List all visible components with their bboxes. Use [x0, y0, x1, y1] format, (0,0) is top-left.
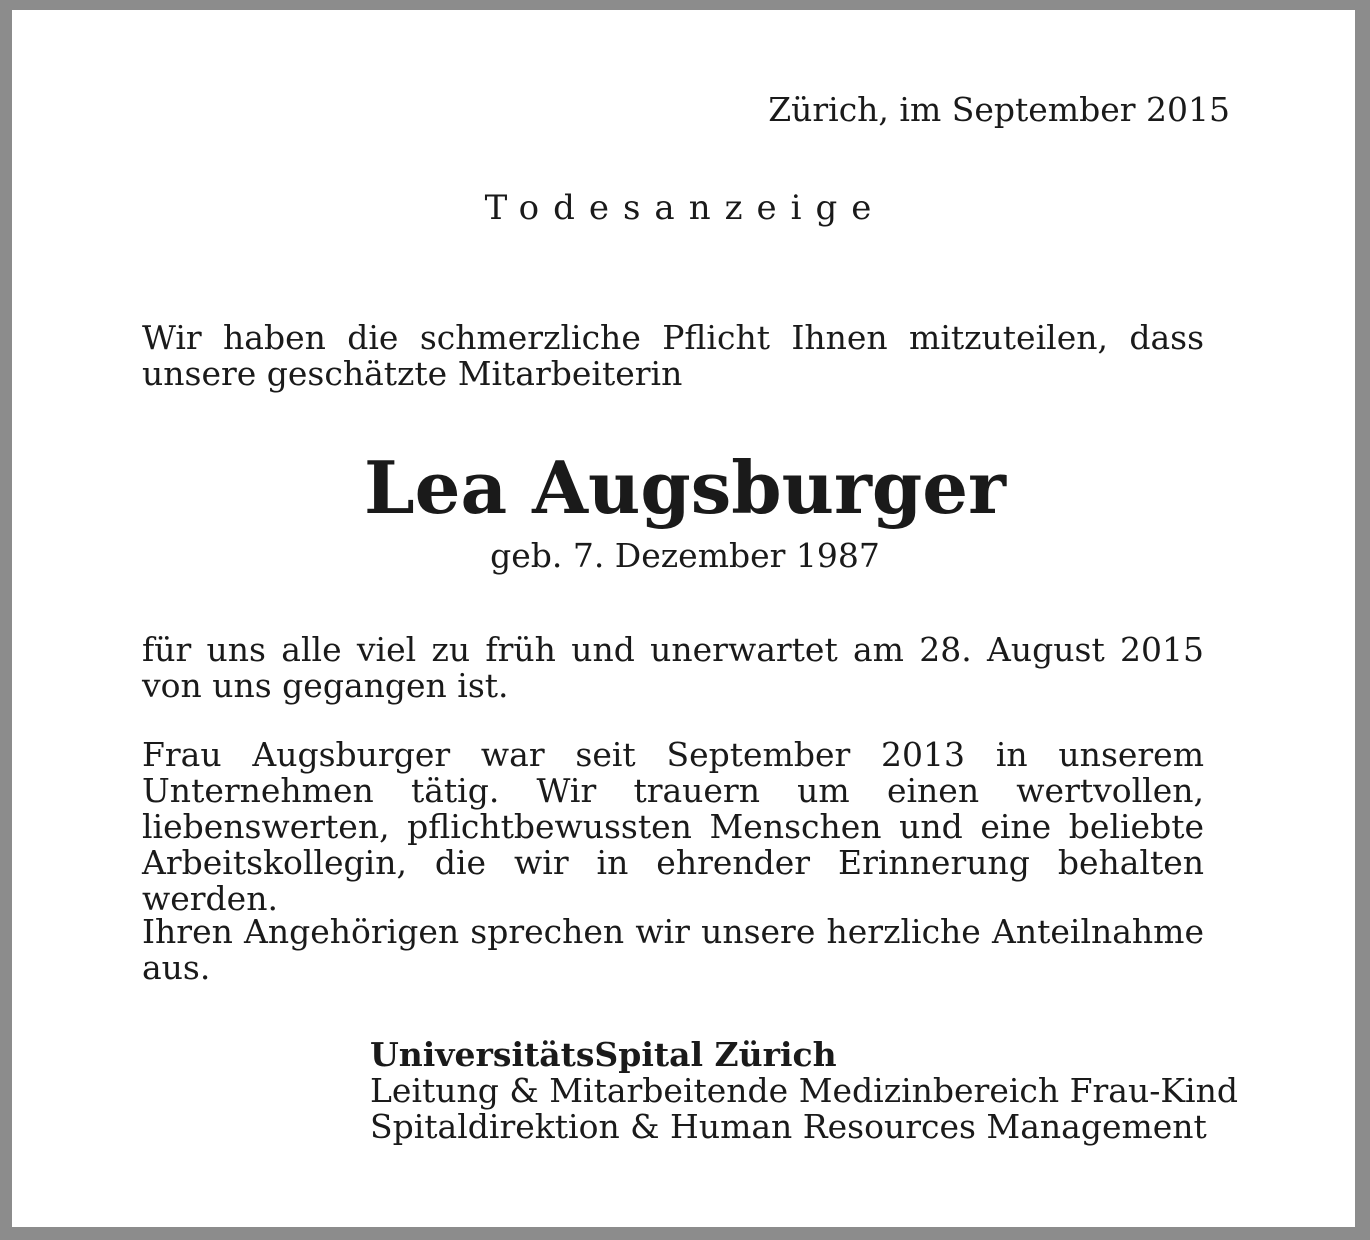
signature-organization: UniversitätsSpital Zürich [370, 1035, 837, 1074]
intro-paragraph: Wir haben die schmerzliche Pflicht Ihnen mitzuteilen, dass unsere geschätzte Mitarbeiterin [142, 318, 1204, 393]
condolence-paragraph: Ihren Angehörigen sprechen wir unsere herzliche Anteilnahme aus. [142, 912, 1204, 987]
tenure-paragraph: Frau Augsburger war seit September 2013 in unserem Unternehmen tätig. Wir trauern um einen wertvollen, liebenswerten, pflichtbewussten Menschen und eine beliebte Arbeitskollegin, die wir in ehrender Erinnerung behalten werden. [142, 735, 1204, 918]
birth-date: geb. 7. Dezember 1987 [490, 536, 880, 575]
signature-block [370, 1037, 1238, 1145]
notice-heading: Todesanzeige [484, 188, 886, 228]
signature-line-2: Spitaldirektion & Human Resources Management [370, 1107, 1207, 1146]
place-date: Zürich, im September 2015 [768, 90, 1230, 129]
deceased-name: Lea Augsburger [364, 445, 1006, 530]
signature-line-1: Leitung & Mitarbeitende Medizinbereich Frau-Kind [370, 1071, 1238, 1110]
passing-paragraph: für uns alle viel zu früh und unerwartet am 28. August 2015 von uns gegangen ist. [142, 630, 1204, 705]
